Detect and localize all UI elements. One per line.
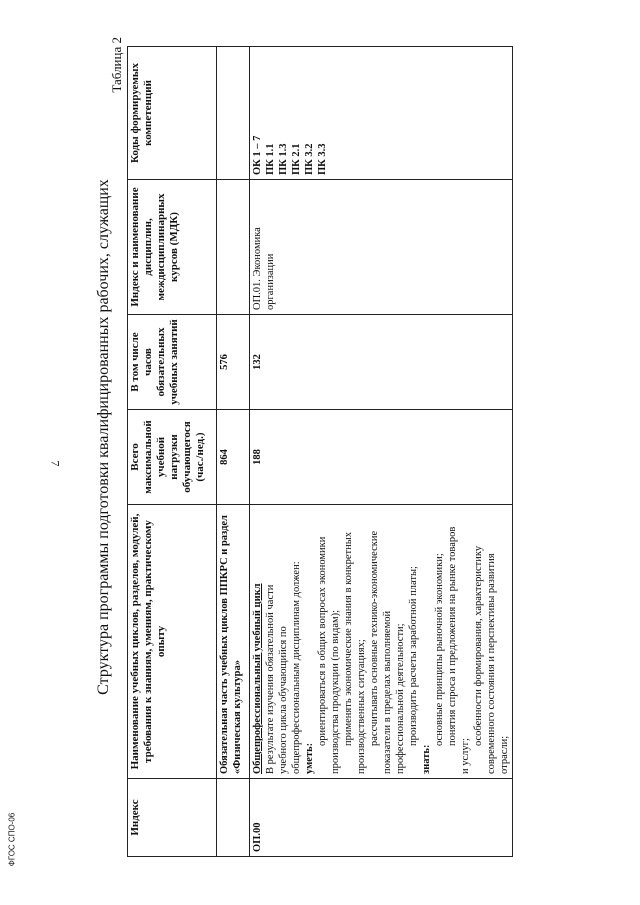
page-number: 7 [48, 460, 63, 467]
cell-index [217, 779, 250, 857]
header-row [128, 47, 217, 857]
name-line: понятия спроса и предложения на рынке товаров [447, 526, 458, 746]
name-line: В результате изучения обязательной части [265, 584, 276, 774]
cell-codes [217, 47, 250, 180]
name-line: Общепрофессиональный учебный цикл [252, 583, 263, 774]
cell-codes [250, 47, 513, 180]
name-line: и услуг; [460, 738, 471, 774]
name-line: особенности формирования, характеристику [473, 545, 484, 746]
cell-obligatory: 576 [217, 315, 250, 410]
name-line: знать: [421, 744, 432, 774]
rotated-page-content [95, 27, 550, 857]
name-line: применять экономические знания в конкретных [343, 531, 354, 746]
table-row-obligatory-part [217, 47, 250, 857]
header-index: Индекс [128, 779, 217, 857]
structure-table [127, 46, 513, 857]
competency-code: ПК 2.1 [291, 143, 302, 175]
table-label: Таблица 2 [109, 37, 124, 93]
name-line: производственных ситуациях; [356, 639, 367, 774]
cell-index: ОП.00 [250, 779, 513, 857]
competency-code: ПК 1.3 [278, 143, 289, 175]
competency-code: ПК 1.1 [265, 143, 276, 175]
name-line: уметь: [304, 742, 315, 774]
name-line: профессиональной деятельности; [395, 623, 406, 774]
competency-code: ОК 1 – 7 [252, 135, 263, 175]
header-name: Наименование учебных циклов, разделов, модулей, требования к знаниям, умениям, практическому опыту [128, 505, 217, 779]
cell-total: 188 [250, 410, 513, 505]
header-codes: Коды формируемых компетенций [128, 47, 217, 180]
name-line: ориентироваться в общих вопросах экономики [317, 536, 328, 746]
cell-name: Обязательная часть учебных циклов ППКРС и раздел «Физическая культура» [217, 505, 250, 779]
table-row-op00 [250, 47, 513, 857]
cell-obligatory: 132 [250, 315, 513, 410]
name-line: рассчитывать основные технико-экономические [369, 530, 380, 746]
header-total: Всего максимальной учебной нагрузки обучающегося (час./нед.) [128, 410, 217, 505]
cell-discipline [217, 180, 250, 315]
cell-name [250, 505, 513, 779]
name-line: основные принципы рыночной экономики; [434, 553, 445, 746]
name-line: современного состояния и перспективы развития [486, 553, 497, 774]
footer-code: ФГОС СПО-06 [7, 812, 17, 867]
competency-code: ПК 3.3 [317, 143, 328, 175]
competency-code: ПК 3.2 [304, 143, 315, 175]
document-title: Структура программы подготовки квалифицированных рабочих, служащих [95, 179, 112, 695]
name-line: общепрофессиональным дисциплинам должен: [291, 561, 302, 774]
name-line: учебного цикла обучающийся по [278, 626, 289, 774]
cell-discipline: ОП.01. Экономика организации [250, 180, 513, 315]
name-line: показатели в пределах выполняемой [382, 610, 393, 774]
name-line: производить расчеты заработной платы; [408, 566, 419, 746]
cell-total: 864 [217, 410, 250, 505]
header-discipline: Индекс и наименование дисциплин, междисциплинарных курсов (МДК) [128, 180, 217, 315]
name-line: отрасли; [499, 735, 510, 774]
header-obligatory: В том числе часов обязательных учебных занятий [128, 315, 217, 410]
name-line: производства продукции (по видам); [330, 609, 341, 774]
